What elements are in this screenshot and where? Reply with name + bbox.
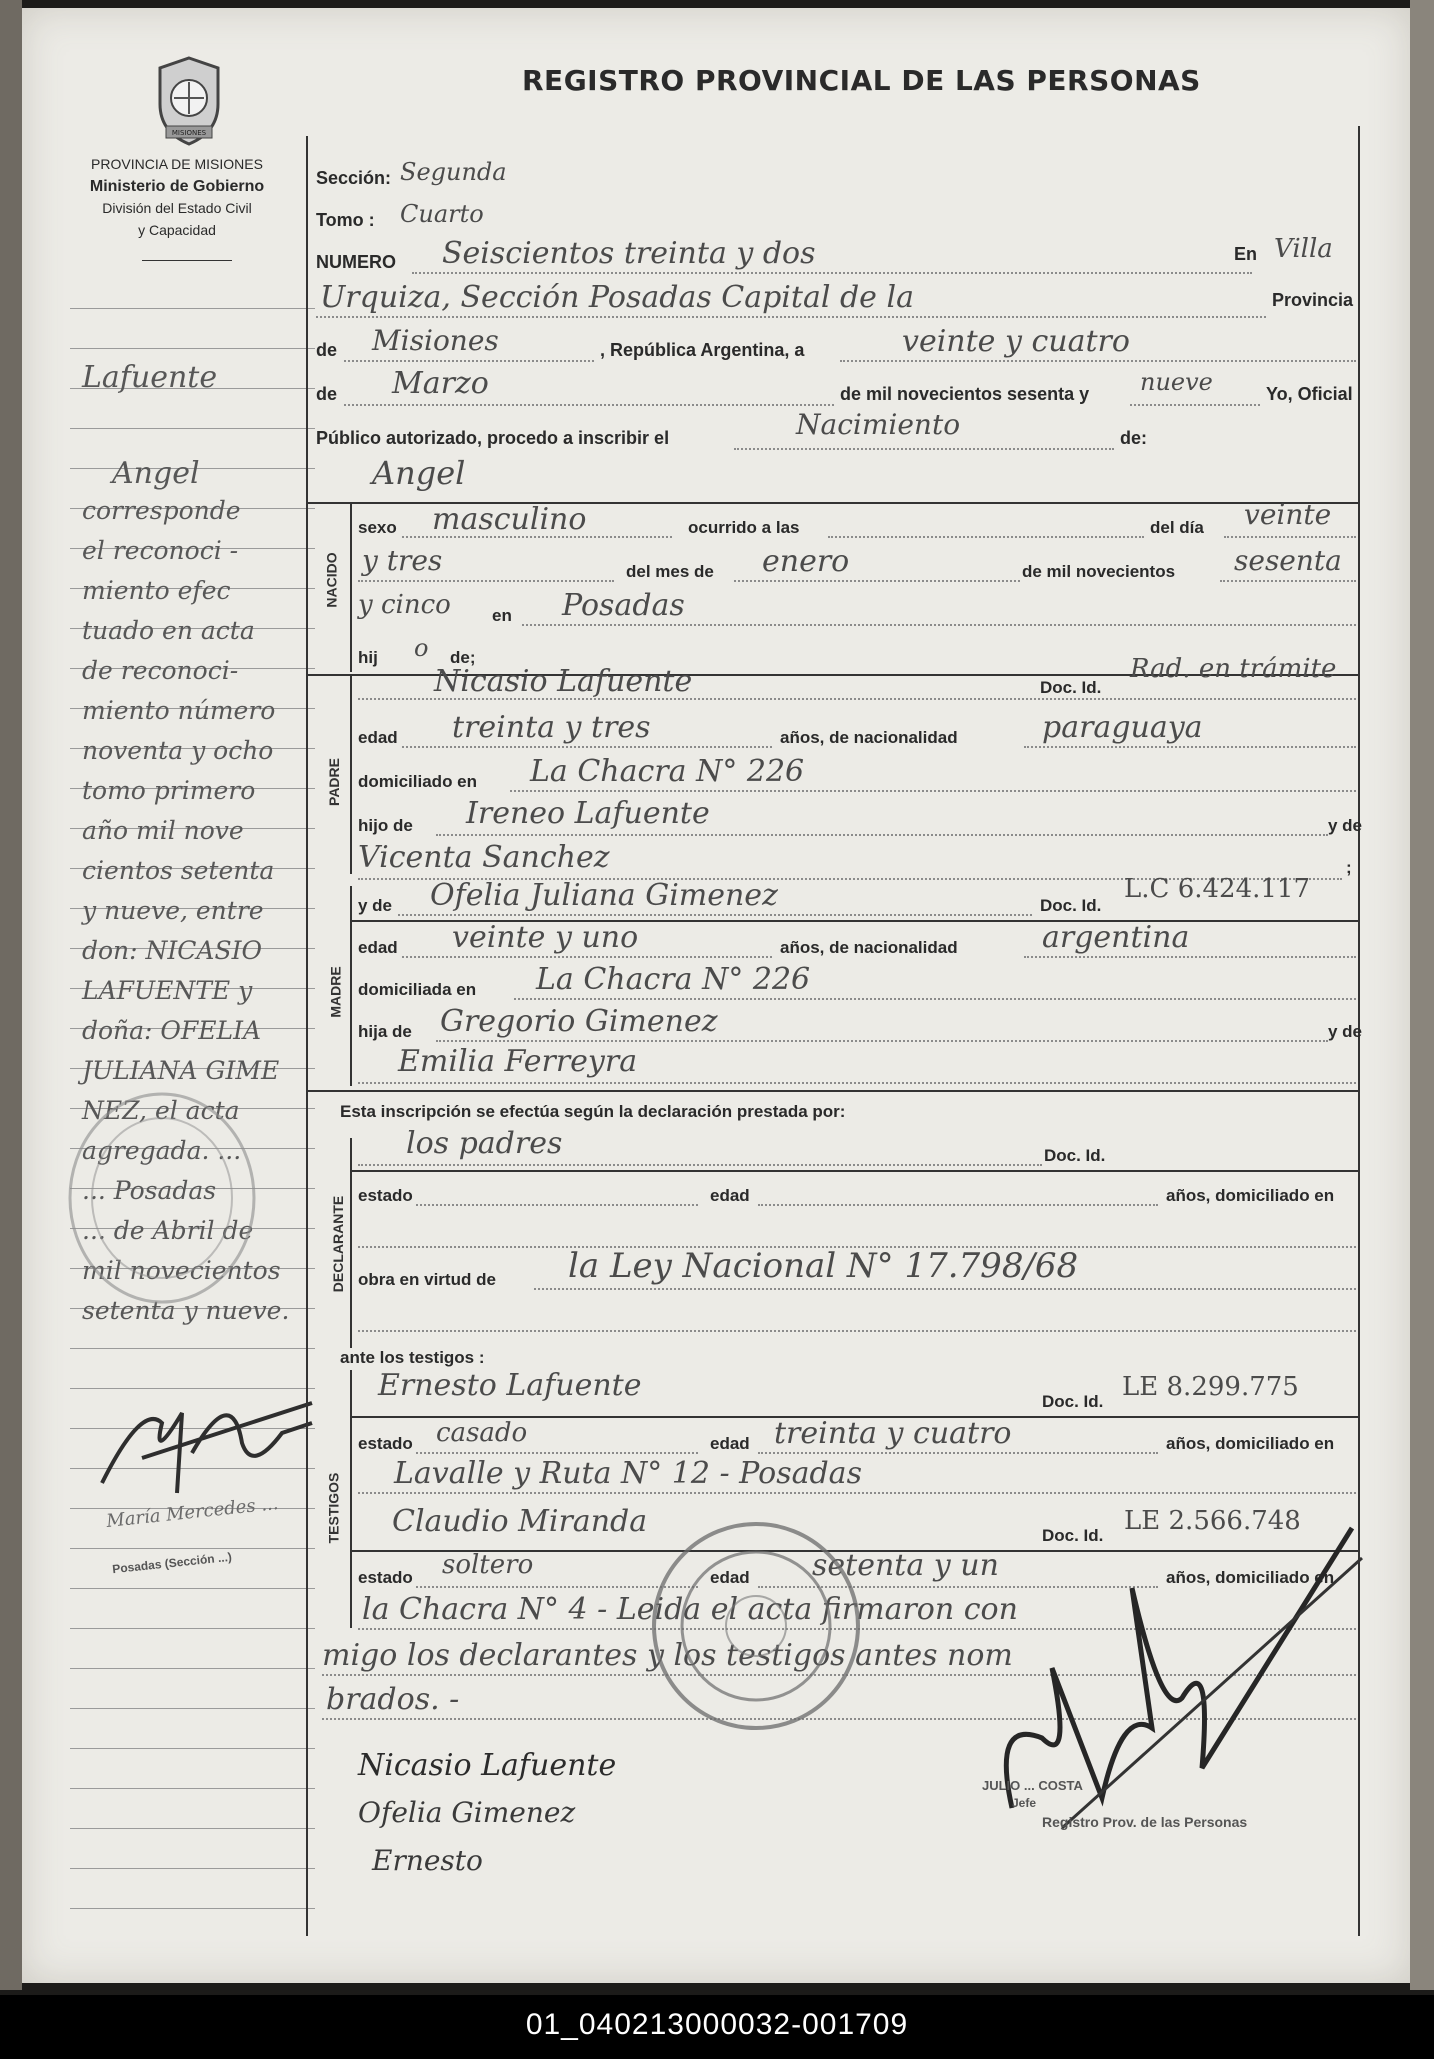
testigo1-dom-label: años, domiciliado en bbox=[1166, 1434, 1335, 1453]
testigo1-doc-value: LE 8.299.775 bbox=[1122, 1372, 1299, 1402]
padre-dom-value: La Chacra N° 226 bbox=[530, 754, 805, 789]
madre-edad-value: veinte y uno bbox=[452, 920, 639, 955]
signature-2: Ofelia Gimenez bbox=[358, 1796, 576, 1829]
dia-nac-line bbox=[1224, 536, 1356, 538]
margin-note-line: setenta y nueve. bbox=[82, 1296, 290, 1325]
lugar-line bbox=[316, 316, 1266, 318]
margin-note-line: JULIANA GIME bbox=[82, 1056, 280, 1085]
cierre-line-3: brados. - bbox=[326, 1682, 460, 1717]
org-line-2: Ministerio de Gobierno bbox=[89, 178, 265, 195]
numero-value: Seiscientos treinta y dos bbox=[442, 236, 816, 271]
margin-note-line: y nueve, entre bbox=[82, 896, 264, 925]
margin-stamp-text: María Mercedes ... bbox=[105, 1493, 280, 1532]
margin-note-line: tomo primero bbox=[82, 776, 256, 805]
padre-nombre-line bbox=[358, 698, 1356, 700]
numero-line bbox=[412, 272, 1252, 274]
testigo2-estado-label: estado bbox=[358, 1568, 413, 1587]
seccion-label: Sección: bbox=[316, 168, 392, 188]
margin-surname: Lafuente bbox=[82, 360, 218, 395]
official-title-1: Jefe bbox=[1012, 1796, 1037, 1810]
publico-label: Público autorizado, procedo a inscribir el bbox=[316, 428, 670, 448]
side-label-declarante: DECLARANTE bbox=[330, 1195, 347, 1293]
madre-nac-label: años, de nacionalidad bbox=[780, 938, 958, 957]
fecha-line bbox=[840, 360, 1356, 362]
margin-note-line: NEZ, el acta bbox=[82, 1096, 240, 1125]
de-label-2: de bbox=[316, 384, 338, 404]
padre-doc-value: Rad. en trámite bbox=[1130, 654, 1337, 684]
binding-edge bbox=[0, 0, 22, 1990]
madre-nombre-value: Ofelia Juliana Gimenez bbox=[430, 878, 778, 913]
obra-line-2 bbox=[358, 1330, 1356, 1332]
padre-inner-border bbox=[350, 674, 352, 874]
testigo1-estado-value: casado bbox=[436, 1418, 528, 1448]
padre-edad-label: edad bbox=[358, 728, 398, 747]
org-line-3: División del Estado Civil bbox=[102, 200, 252, 216]
org-line-1: PROVINCIA DE MISIONES bbox=[91, 156, 263, 172]
cierre-line-2: migo los declarantes y los testigos antes nom bbox=[322, 1638, 1013, 1673]
testigos-label: ante los testigos : bbox=[340, 1348, 485, 1367]
testigo1-value: Ernesto Lafuente bbox=[378, 1368, 642, 1403]
side-label-nacido: NACIDO bbox=[323, 552, 340, 608]
sexo-value: masculino bbox=[432, 502, 587, 537]
testigo2-estado-value: soltero bbox=[442, 1550, 534, 1580]
declarante-edad-line bbox=[758, 1204, 1158, 1206]
mes-nac-line bbox=[734, 580, 1020, 582]
padre-semicolon: ; bbox=[1346, 858, 1352, 877]
testigo1-estado-line bbox=[416, 1452, 698, 1454]
next-page-edge bbox=[1410, 0, 1434, 1990]
acto-line bbox=[734, 448, 1114, 450]
declaracion-label: Esta inscripción se efectúa según la declaración prestada por: bbox=[340, 1102, 846, 1121]
declarante-edad-label: edad bbox=[710, 1186, 750, 1205]
declarante-inner-border bbox=[350, 1138, 352, 1348]
margin-note-line: agregada. ... bbox=[82, 1136, 242, 1165]
mes-value: Marzo bbox=[392, 366, 489, 401]
madre-nombre-line bbox=[398, 914, 1032, 916]
padre-madre-value: Vicenta Sanchez bbox=[358, 840, 610, 875]
madre-doc-value: L.C 6.424.117 bbox=[1124, 874, 1311, 904]
margin-note-line: LAFUENTE y bbox=[82, 976, 253, 1005]
anio-nac-value: sesenta bbox=[1234, 544, 1342, 577]
madre-nac-line bbox=[1024, 956, 1356, 958]
ley-value: la Ley Nacional N° 17.798/68 bbox=[568, 1246, 1079, 1286]
lugar-nac-value: Posadas bbox=[562, 588, 685, 623]
madre-padre-line bbox=[436, 1040, 1328, 1042]
padre-edad-value: treinta y tres bbox=[452, 710, 651, 745]
padre-nac-line bbox=[1024, 746, 1356, 748]
tomo-value: Cuarto bbox=[400, 200, 484, 228]
lugar-value: Urquiza, Sección Posadas Capital de la bbox=[320, 280, 914, 315]
dia-value: veinte y cuatro bbox=[902, 324, 1130, 359]
hora-line bbox=[828, 536, 1144, 538]
del-mes-label: del mes de bbox=[626, 562, 714, 581]
testigo1-edad-line bbox=[758, 1452, 1158, 1454]
madre-hija-de-label: hija de bbox=[358, 1022, 412, 1041]
margin-note-line: tuado en acta bbox=[82, 616, 255, 645]
padre-padre-value: Ireneo Lafuente bbox=[466, 796, 710, 831]
testigo1-dom-value: Lavalle y Ruta N° 12 - Posadas bbox=[394, 1456, 862, 1491]
declarante-estado-label: estado bbox=[358, 1186, 413, 1205]
madre-edad-line bbox=[402, 956, 772, 958]
signature-3: Ernesto bbox=[372, 1844, 483, 1877]
madre-madre-value: Emilia Ferreyra bbox=[398, 1044, 638, 1079]
hijo-de-label: de; bbox=[450, 648, 476, 667]
declarante-line bbox=[358, 1164, 1042, 1166]
padre-nac-label: años, de nacionalidad bbox=[780, 728, 958, 747]
madre-nac-value: argentina bbox=[1042, 920, 1190, 955]
madre-dom-line bbox=[514, 998, 1356, 1000]
anio-value: nueve bbox=[1140, 368, 1213, 396]
mil-novecientos-nac-label: de mil novecientos bbox=[1022, 562, 1176, 581]
madre-edad-label: edad bbox=[358, 938, 398, 957]
margin-note-line: cientos setenta bbox=[82, 856, 275, 885]
dia-nac-value: veinte bbox=[1244, 498, 1332, 531]
hijo-o-value: o bbox=[414, 634, 429, 662]
anio-line bbox=[1130, 404, 1260, 406]
testigo2-value: Claudio Miranda bbox=[392, 1504, 648, 1539]
anio-nac-cont-value: y cinco bbox=[358, 590, 451, 620]
madre-dom-label: domiciliada en bbox=[358, 980, 477, 999]
padre-doc-label: Doc. Id. bbox=[1040, 678, 1102, 697]
testigo2-doc-label: Doc. Id. bbox=[1042, 1526, 1104, 1545]
side-label-padre: PADRE bbox=[325, 758, 342, 806]
madre-y-de-label-2: y de bbox=[1328, 1022, 1363, 1041]
padre-dom-label: domiciliado en bbox=[358, 772, 478, 791]
testigos-inner-border bbox=[350, 1370, 352, 1628]
provincia-line bbox=[344, 360, 594, 362]
mes-line bbox=[344, 404, 834, 406]
acto-value: Nacimiento bbox=[796, 408, 961, 441]
padre-hijo-de-label: hijo de bbox=[358, 816, 413, 835]
org-line-4: y Capacidad bbox=[138, 222, 216, 238]
testigo2-edad-value: setenta y un bbox=[812, 1548, 999, 1583]
de-colon-label: de: bbox=[1120, 428, 1147, 448]
testigo1-estado-label: estado bbox=[358, 1434, 413, 1453]
tomo-label: Tomo : bbox=[316, 210, 375, 230]
dia-nac-cont-line bbox=[358, 580, 614, 582]
padre-padre-line bbox=[436, 834, 1328, 836]
en-value: Villa bbox=[1274, 234, 1333, 264]
document-title: REGISTRO PROVINCIAL DE LAS PERSONAS bbox=[522, 64, 1201, 97]
coat-of-arms-icon bbox=[148, 54, 230, 150]
logo-text: MISIONES bbox=[171, 129, 207, 137]
padre-nombre-value: Nicasio Lafuente bbox=[434, 664, 693, 699]
madre-padre-value: Gregorio Gimenez bbox=[440, 1004, 718, 1039]
margin-note-line: corresponde bbox=[82, 496, 241, 525]
testigo1-edad-value: treinta y cuatro bbox=[774, 1416, 1012, 1451]
del-dia-label: del día bbox=[1150, 518, 1204, 537]
side-label-testigos: TESTIGOS bbox=[325, 1472, 342, 1544]
en-label: En bbox=[1234, 244, 1258, 264]
en-nac-label: en bbox=[492, 606, 512, 625]
margin-note-line: ... de Abril de bbox=[82, 1216, 254, 1245]
obra-label: obra en virtud de bbox=[358, 1270, 496, 1289]
registry-seal-icon bbox=[648, 1518, 864, 1734]
margin-note-line: de reconoci- bbox=[82, 656, 239, 685]
anio-nac-line bbox=[1220, 580, 1356, 582]
de-label: de bbox=[316, 340, 338, 360]
declarante-top-line bbox=[350, 1170, 1360, 1172]
margin-note-line: ... Posadas bbox=[82, 1176, 217, 1205]
dia-nac-cont-value: y tres bbox=[362, 544, 443, 577]
madre-bottom-line bbox=[306, 1090, 1360, 1092]
republica-label: , República Argentina, a bbox=[600, 340, 805, 360]
margin-signature-icon bbox=[82, 1363, 332, 1523]
padre-nac-value: paraguaya bbox=[1042, 710, 1203, 745]
yo-oficial-label: Yo, Oficial bbox=[1266, 384, 1353, 404]
mes-nac-value: enero bbox=[762, 544, 850, 579]
numero-label: NUMERO bbox=[316, 252, 396, 272]
org-underline bbox=[142, 260, 232, 261]
side-label-madre: MADRE bbox=[327, 966, 344, 1018]
madre-doc-label: Doc. Id. bbox=[1040, 896, 1102, 915]
mil-novecientos-label: de mil novecientos sesenta y bbox=[840, 384, 1090, 404]
padre-y-de-label: y de bbox=[1328, 816, 1363, 835]
margin-note-line: doña: OFELIA bbox=[82, 1016, 262, 1045]
padre-edad-line bbox=[402, 746, 772, 748]
sexo-label: sexo bbox=[358, 518, 397, 537]
hijo-label: hij bbox=[358, 648, 378, 667]
madre-dom-value: La Chacra N° 226 bbox=[536, 962, 811, 997]
document-page bbox=[22, 8, 1410, 1983]
nacido-inner-border bbox=[350, 502, 352, 672]
form-left-border bbox=[306, 136, 308, 1936]
lugar-nac-line bbox=[522, 624, 1356, 626]
madre-y-de-label: y de bbox=[358, 896, 393, 915]
testigo2-edad-label: edad bbox=[710, 1568, 750, 1587]
madre-madre-line bbox=[358, 1082, 1356, 1084]
cierre-line-1: la Chacra N° 4 - Leida el acta firmaron con bbox=[362, 1592, 1018, 1627]
testigo2-dom-label: años, domiciliado en bbox=[1166, 1568, 1335, 1587]
official-name: JULIO ... COSTA bbox=[982, 1778, 1083, 1793]
margin-note-line: miento número bbox=[82, 696, 276, 725]
margin-note-line: el reconoci - bbox=[82, 536, 239, 565]
margin-name: Angel bbox=[112, 456, 200, 491]
testigo2-doc-value: LE 2.566.748 bbox=[1124, 1506, 1301, 1536]
madre-inner-border bbox=[350, 886, 352, 1086]
declarante-value: los padres bbox=[406, 1126, 563, 1161]
official-title-2: Registro Prov. de las Personas bbox=[1042, 1814, 1248, 1830]
margin-note-line: miento efec bbox=[82, 576, 231, 605]
declarante-dom-label: años, domiciliado en bbox=[1166, 1186, 1335, 1205]
declarante-estado-line bbox=[416, 1204, 698, 1206]
margin-note-line: don: NICASIO bbox=[82, 936, 262, 965]
testigo1-doc-label: Doc. Id. bbox=[1042, 1392, 1104, 1411]
image-caption: 01_040213000032-001709 bbox=[525, 2008, 909, 2041]
ocurrido-label: ocurrido a las bbox=[688, 518, 800, 537]
declarante-doc-label: Doc. Id. bbox=[1044, 1146, 1106, 1165]
seccion-value: Segunda bbox=[400, 158, 507, 186]
margin-stamp-text-2: Posadas (Sección ...) bbox=[111, 1549, 233, 1577]
margin-stamp-icon bbox=[62, 1088, 262, 1308]
margin-note-line: noventa y ocho bbox=[82, 736, 274, 765]
signature-1: Nicasio Lafuente bbox=[358, 1748, 617, 1783]
nombre-value: Angel bbox=[372, 454, 466, 492]
margin-note-line: año mil nove bbox=[82, 816, 244, 845]
margin-note-line: mil novecientos bbox=[82, 1256, 281, 1285]
provincia-value: Misiones bbox=[372, 324, 499, 357]
testigo1-edad-label: edad bbox=[710, 1434, 750, 1453]
obra-line bbox=[534, 1288, 1356, 1290]
provincia-label: Provincia bbox=[1272, 290, 1354, 310]
padre-dom-line bbox=[510, 790, 1356, 792]
